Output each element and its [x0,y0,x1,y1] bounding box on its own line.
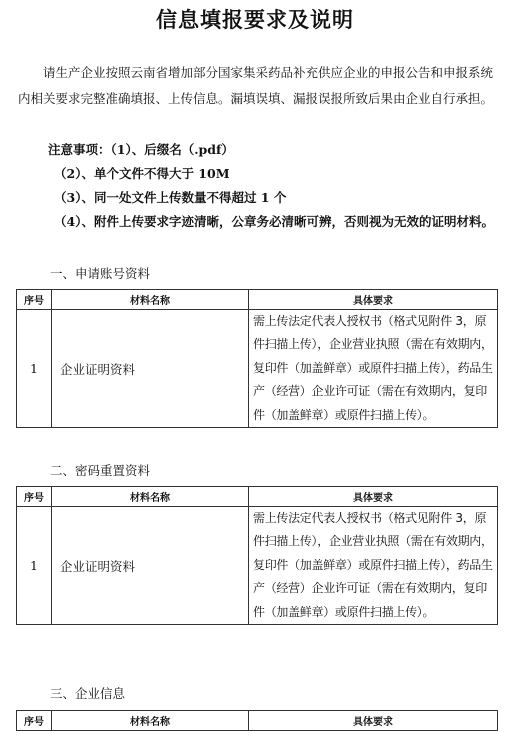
intro-paragraph: 请生产企业按照云南省增加部分国家集采药品补充供应企业的申报公告和申报系统内相关要求完整准确填报、上传信息。漏填误填、漏报误报所致后果由企业自行承担。 [18,65,494,106]
table-password-reset-materials [16,486,498,625]
table-header-row [17,487,498,507]
cell-name: 企业证明资料 [52,310,249,428]
section-heading-1: 一、申请账号资料 [50,266,151,281]
notes-block [48,138,494,234]
note-4: （4）、附件上传要求字迹清晰，公章务必清晰可辨，否则视为无效的证明材料。 [54,214,494,229]
header-req: 具体要求 [249,711,498,731]
note-1: 注意事项：（1）、后缀名（.pdf） [48,142,234,157]
table-company-info [16,710,498,731]
header-req: 具体要求 [249,487,498,507]
header-no: 序号 [17,711,52,731]
cell-req: 需上传法定代表人授权书（格式见附件 3，原件扫描上传），企业营业执照（需在有效期内，复印件（加盖鲜章）或原件扫描上传），药品生产（经营）企业许可证（需在有效期内，复印件（加盖鲜章）或原件扫描上传）。 [249,310,498,428]
table-account-materials [16,289,498,428]
cell-no: 1 [17,507,52,625]
header-no: 序号 [17,487,52,507]
cell-name: 企业证明资料 [52,507,249,625]
cell-no: 1 [17,310,52,428]
section-heading-2: 二、密码重置资料 [50,463,151,478]
header-req: 具体要求 [249,290,498,310]
table-header-row [17,290,498,310]
document-title: 信息填报要求及说明 [156,8,354,32]
header-name: 材料名称 [52,487,249,507]
note-2: （2）、单个文件不得大于 10M [54,166,230,181]
section-heading-3: 三、企业信息 [50,686,126,701]
header-name: 材料名称 [52,711,249,731]
table-header-row [17,711,498,731]
header-name: 材料名称 [52,290,249,310]
cell-req: 需上传法定代表人授权书（格式见附件 3，原件扫描上传），企业营业执照（需在有效期内，复印件（加盖鲜章）或原件扫描上传），药品生产（经营）企业许可证（需在有效期内，复印件（加盖鲜章）或原件扫描上传）。 [249,507,498,625]
note-3: （3）、同一处文件上传数量不得超过 1 个 [54,190,287,205]
header-no: 序号 [17,290,52,310]
table-row [17,310,498,428]
table-row [17,507,498,625]
